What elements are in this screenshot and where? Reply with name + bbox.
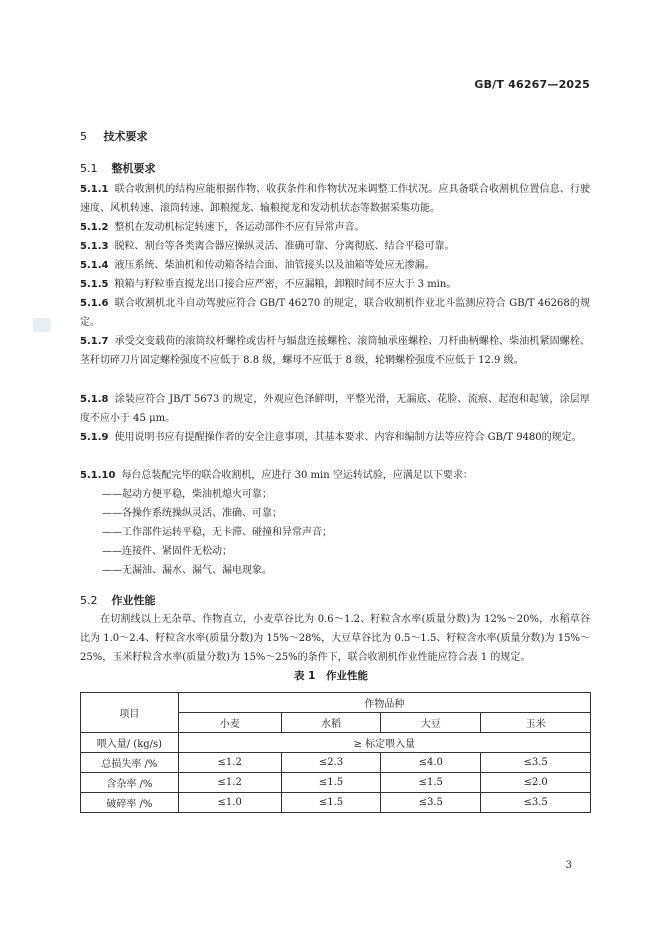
table-cell: ≤3.5 xyxy=(481,753,591,773)
clause-text: 承受交变载荷的滚筒纹杆螺栓或齿杆与辐盘连接螺栓、滚筒轴承座螺栓、刀杆曲柄螺栓、柴油机紧固螺栓、茎秆切碎刀片固定螺栓强度不应低于 8.8 级，螺母不应低于 8 级，轮辋螺栓强度不应低于 12.9 级。 xyxy=(80,336,590,366)
dash-item: ——各操作系统操纵灵活、准确、可靠； xyxy=(102,508,282,519)
clause-5-1-5 xyxy=(80,275,590,294)
standard-number: GB/T 46267—2025 xyxy=(474,78,590,91)
table-cell: ≤1.5 xyxy=(281,773,381,793)
clause-text: 粮箱与籽粒垂直搅龙出口接合应严密，不应漏粮，卸粮时间不应大于 3 min。 xyxy=(114,279,457,290)
clause-5-1-6 xyxy=(80,294,590,332)
clause-5-1-7 xyxy=(80,332,590,370)
clause-number: 5.1.3 xyxy=(80,241,109,252)
section-number: 5.2 xyxy=(80,594,98,607)
clause-text: 脱粒、割台等各类离合器应操纵灵活、准确可靠、分离彻底、结合平稳可靠。 xyxy=(114,241,455,252)
table-cell: ≤1.5 xyxy=(281,793,381,813)
clause-number: 5.1.1 xyxy=(80,184,109,195)
section-title: 技术要求 xyxy=(103,130,148,143)
clause-number: 5.1.5 xyxy=(80,279,109,290)
table-row xyxy=(81,773,591,793)
row-label: 含杂率 /% xyxy=(81,773,179,793)
clause-text: 使用说明书应有提醒操作者的安全注意事项，其基本要求、内容和编制方法等应符合 GB/T 9480的规定。 xyxy=(114,432,582,443)
feed-value: ≥ 标定喂入量 xyxy=(178,733,590,753)
section-5-2-body: 在切割线以上无杂草、作物直立，小麦草谷比为 0.6～1.2、籽粒含水率(质量分数)为 12%～20%，水稻草谷比为 1.0～2.4、籽粒含水率(质量分数)为 15%～28%，大豆草谷比为 0.5～1.5、籽粒含水率(质量分数)为 15%～25%，玉米籽粒含水率(质量分数)为 15%～25%的条件下，联合收割机作业性能应符合表 1 的规定。 xyxy=(80,614,590,663)
clause-text: 液压系统、柴油机和传动箱各结合面、油管接头以及油箱等处应无渗漏。 xyxy=(114,260,435,271)
section-title: 作业性能 xyxy=(111,594,156,607)
table-cell: ≤4.0 xyxy=(381,753,481,773)
clause-number: 5.1.9 xyxy=(80,432,109,443)
table-cell: ≤2.0 xyxy=(481,773,591,793)
row-label: 破碎率 /% xyxy=(81,793,179,813)
table-cell: ≤3.5 xyxy=(381,793,481,813)
table-header-row xyxy=(81,693,591,713)
table-cell: ≤2.3 xyxy=(281,753,381,773)
crop-header: 大豆 xyxy=(381,713,481,733)
row-label: 喂入量/ (kg/s) xyxy=(81,733,179,753)
section-5-2-heading xyxy=(80,592,156,608)
table-cell: ≤1.2 xyxy=(178,753,281,773)
clause-5-1-4 xyxy=(80,256,590,275)
clause-text: 联合收割机北斗自动驾驶应符合 GB/T 46270 的规定，联合收割机作业北斗监测应符合 GB/T 46268的规定。 xyxy=(80,298,590,328)
section-5-heading xyxy=(80,128,148,144)
section-title: 整机要求 xyxy=(111,162,156,175)
table-cell: ≤1.5 xyxy=(381,773,481,793)
clause-text: 整机在发动机标定转速下，各运动部件不应有异常声音。 xyxy=(114,222,365,233)
section-5-1-heading xyxy=(80,160,156,176)
table-cell: ≤3.5 xyxy=(481,793,591,813)
clause-number: 5.1.6 xyxy=(80,298,109,309)
section-number: 5 xyxy=(80,130,87,143)
crop-header: 玉米 xyxy=(481,713,591,733)
dash-item: ——工作部件运转平稳，无卡滞、碰撞和异常声音； xyxy=(102,527,332,538)
clause-5-1-8 xyxy=(80,390,590,428)
crop-header: 小麦 xyxy=(178,713,281,733)
dash-item: ——起动方便平稳，柴油机熄火可靠； xyxy=(102,489,272,500)
table-caption: 表 1 作业性能 xyxy=(294,670,368,682)
table-row xyxy=(81,753,591,773)
crop-group-header: 作物品种 xyxy=(178,693,590,713)
clause-text: 每台总装配完毕的联合收割机，应进行 30 min 空运转试验，应满足以下要求： xyxy=(121,470,473,481)
performance-table xyxy=(80,692,591,813)
page-number: 3 xyxy=(565,860,572,871)
clause-5-1-1 xyxy=(80,180,590,218)
crop-header: 水稻 xyxy=(281,713,381,733)
item-header: 项目 xyxy=(81,693,179,733)
dash-item: ——无漏油、漏水、漏气、漏电现象。 xyxy=(102,565,272,576)
clause-text: 联合收割机的结构应能根据作物、收获条件和作物状况来调整工作状况。应具备联合收割机位置信息、行驶速度、风机转速、滚筒转速、卸粮搅龙、输粮搅龙和发动机状态等数据采集功能。 xyxy=(80,184,590,214)
clause-text: 涂装应符合 JB/T 5673 的规定，外观应色泽鲜明，平整光滑，无漏底、花脸、流痕、起泡和起皱，涂层厚度不应小于 45 μm。 xyxy=(80,394,590,424)
dash-item: ——连接件、紧固件无松动； xyxy=(102,546,232,557)
clause-5-1-2 xyxy=(80,218,590,237)
table-row xyxy=(81,793,591,813)
clause-5-1-3 xyxy=(80,237,590,256)
table-row xyxy=(81,733,591,753)
row-label: 总损失率 /% xyxy=(81,753,179,773)
side-stamp-mark xyxy=(33,318,51,332)
clause-5-1-9 xyxy=(80,428,590,447)
clause-number: 5.1.10 xyxy=(80,470,116,481)
clause-number: 5.1.2 xyxy=(80,222,109,233)
clause-number: 5.1.4 xyxy=(80,260,109,271)
clause-number: 5.1.7 xyxy=(80,336,109,347)
clause-number: 5.1.8 xyxy=(80,394,109,405)
clause-5-1-10 xyxy=(80,466,590,485)
section-number: 5.1 xyxy=(80,162,98,175)
table-cell: ≤1.2 xyxy=(178,773,281,793)
table-cell: ≤1.0 xyxy=(178,793,281,813)
